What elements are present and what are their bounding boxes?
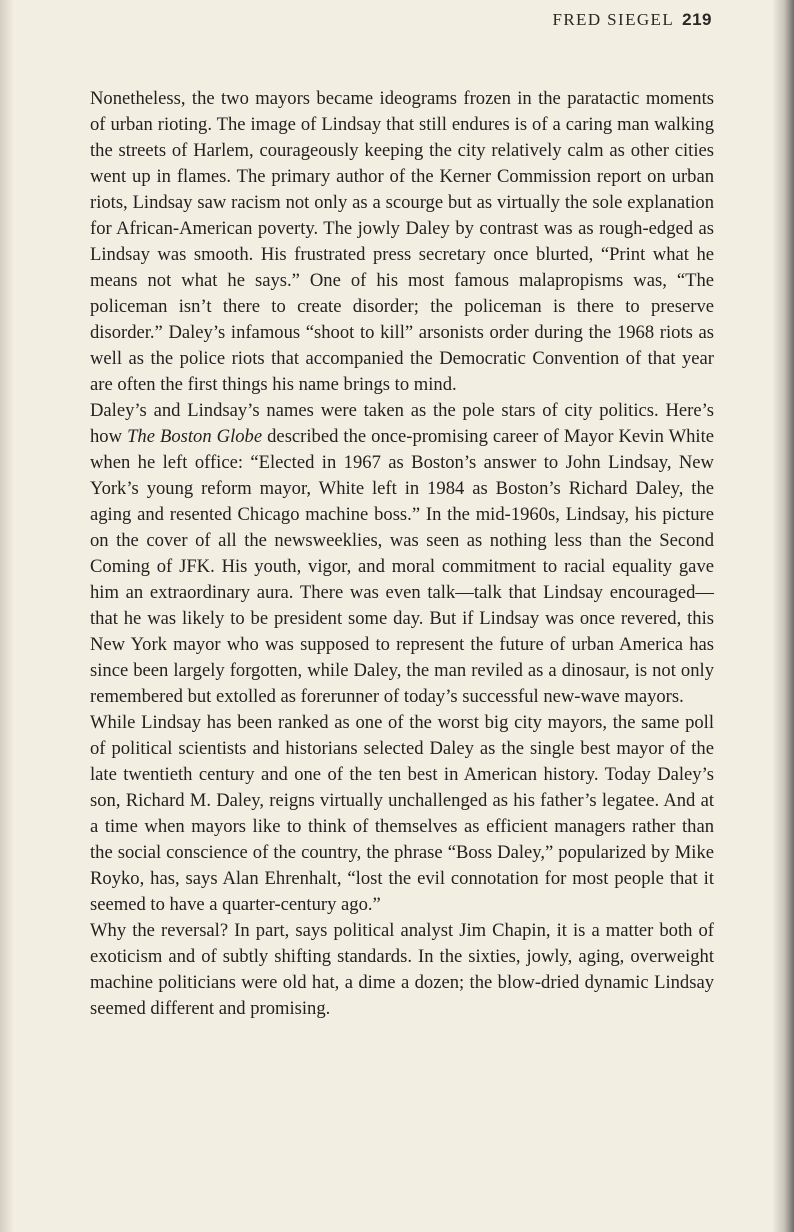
newspaper-title: The Boston Globe [127, 426, 263, 447]
running-head [552, 10, 712, 30]
paragraph-1 [90, 86, 714, 398]
paragraph-2-text-b: described the once-promising career of Mayor Kevin White when he left office: “Elected in 1967 as Boston’s answer to John Lindsay, New York’s young reform mayor, White left in 1984 as Boston’s Richard Daley, the aging and resented Chicago machine boss.” In the mid-1960s, Lindsay, his picture on the cover of all the newsweeklies, was seen as nothing less than the Second Coming of JFK. His youth, vigor, and moral commitment to racial equality gave him an extraordinary aura. There was even talk—talk that Lindsay encouraged—that he was likely to be president some day. But if Lindsay was once revered, this New York mayor who was supposed to represent the future of urban America has since been largely forgotten, while Daley, the man reviled as a dinosaur, is not only remembered but extolled as forerunner of today’s successful new-wave mayors. [90, 426, 715, 707]
page-number: 219 [682, 10, 712, 29]
paragraph-3-text: While Lindsay has been ranked as one of the worst big city mayors, the same poll of political scientists and historians selected Daley as the single best mayor of the late twentieth century and one of the ten best in American history. Today Daley’s son, Richard M. Daley, reigns virtually unchallenged as his father’s legatee. And at a time when mayors like to think of themselves as efficient managers rather than the social conscience of the country, the phrase “Boss Daley,” popularized by Mike Royko, has, says Alan Ehrenhalt, “lost the evil connotation for most people that it seemed to have a quarter-century ago.” [90, 712, 714, 915]
paragraph-4 [90, 918, 714, 1022]
page-edge-shading [0, 0, 14, 1232]
paragraph-2 [90, 398, 714, 710]
running-head-author: FRED SIEGEL [552, 10, 675, 29]
binding-gutter-shadow [772, 0, 794, 1232]
paragraph-3 [90, 710, 714, 918]
paragraph-4-text: Why the reversal? In part, says political analyst Jim Chapin, it is a matter both of exoticism and of subtly shifting standards. In the sixties, jowly, aging, overweight machine politicians were old hat, a dime a dozen; the blow-dried dynamic Lindsay seemed different and promising. [90, 920, 714, 1019]
paragraph-1-text: Nonetheless, the two mayors became ideograms frozen in the paratactic moments of urban rioting. The image of Lindsay that still endures is of a caring man walking the streets of Harlem, courageously keeping the city relatively calm as other cities went up in flames. The primary author of the Kerner Commission report on urban riots, Lindsay saw racism not only as a scourge but as virtually the sole explanation for African-American poverty. The jowly Daley by contrast was as rough-edged as Lindsay was smooth. His frustrated press secretary once blurted, “Print what he means not what he says.” One of his most famous malapropisms was, “The policeman isn’t there to create disorder; the policeman is there to preserve disorder.” Daley’s infamous “shoot to kill” arsonists order during the 1968 riots as well as the police riots that accompanied the Democratic Convention of that year are often the first things his name brings to mind. [90, 88, 714, 395]
body-text [90, 86, 714, 1022]
paragraph-2-text-a: Daley’s and Lindsay’s names were taken as the pole stars of city politics. Here’s how [90, 400, 714, 447]
